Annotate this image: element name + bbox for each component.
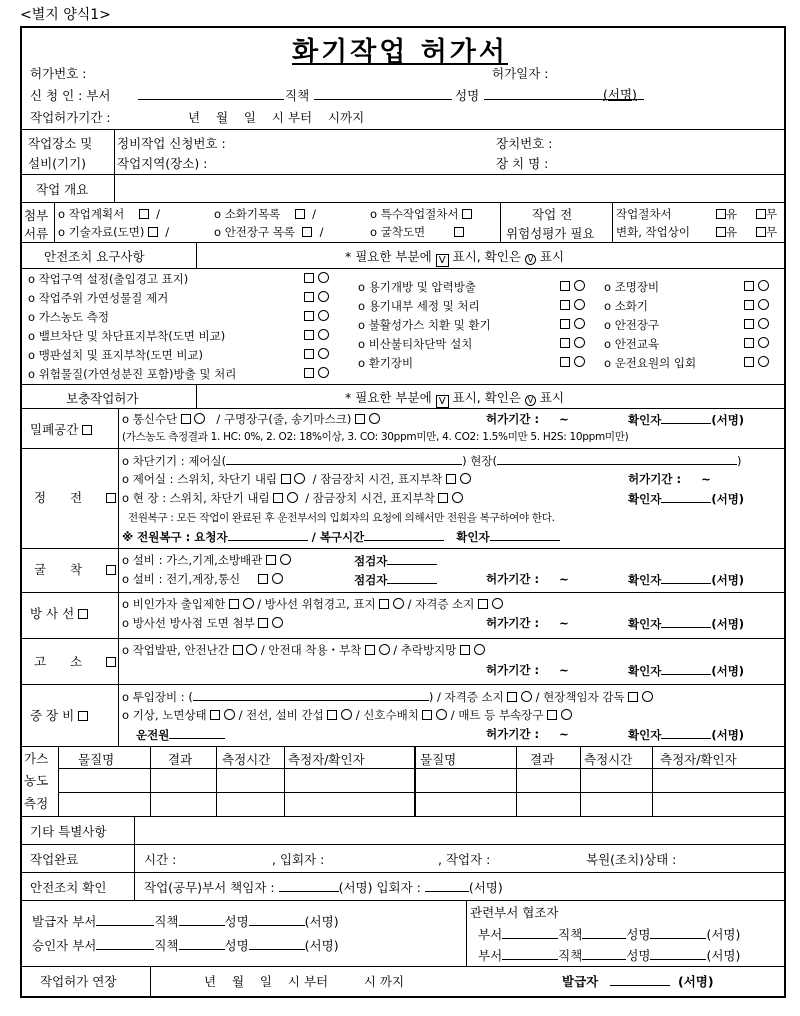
check-box[interactable] — [744, 357, 754, 367]
safety-item: o 안전교육 — [604, 337, 660, 351]
location-label-1: 작업장소 및 — [28, 136, 93, 151]
supp-note: * 필요한 부분에 V 표시, 확인은 V 표시 — [345, 390, 565, 407]
check-box[interactable] — [266, 555, 276, 565]
confirm-circle[interactable] — [474, 644, 485, 655]
radiation-period: 허가기간 : ~ — [486, 616, 569, 630]
confirm-circle[interactable] — [369, 413, 380, 424]
confirm-circle[interactable] — [246, 644, 257, 655]
dig-label: 굴 착 — [34, 560, 116, 578]
confirm-circle[interactable] — [280, 554, 291, 565]
power-line1: o 차단기기 : 제어실( ) 현장( ) — [122, 454, 742, 468]
proc-yes-checkbox[interactable] — [716, 209, 726, 219]
check-box[interactable] — [560, 357, 570, 367]
coop-row-1: 부서 직책 성명 (서명) — [478, 927, 741, 942]
check-box[interactable] — [210, 710, 220, 720]
gas-col-header: 결과 — [168, 752, 193, 767]
confirm-circle[interactable] — [492, 598, 503, 609]
check-box[interactable] — [547, 710, 557, 720]
applicant-sign: (서명) — [603, 87, 637, 102]
applicant-dept-field[interactable] — [138, 87, 284, 100]
power-line3: o 현 장 : 스위치, 차단기 내림 / 잠금장치 시건, 표지부착 — [122, 490, 463, 506]
safety-item: o 용기내부 세정 및 처리 — [358, 299, 480, 313]
safety-check-group — [304, 347, 329, 361]
check-box[interactable] — [744, 281, 754, 291]
check-box[interactable] — [560, 338, 570, 348]
confirm-circle[interactable] — [341, 709, 352, 720]
complete-restore: 복원(조치)상태 : — [586, 852, 677, 867]
proc-yes: 유 — [716, 206, 737, 222]
proc-label-1: 작업절차서 — [616, 207, 672, 221]
dig-line1: o 설비 : 가스,기계,소방배관 — [122, 552, 291, 568]
check-box[interactable] — [478, 599, 488, 609]
maint-request-label: 정비작업 신청번호 : — [117, 136, 226, 151]
confirm-circle[interactable] — [574, 337, 585, 348]
dig-line2: o 설비 : 전기,계장,통신 — [122, 571, 283, 587]
confirm-circle[interactable] — [243, 598, 254, 609]
approver-row: 승인자 부서 직책 성명 (서명) — [32, 938, 339, 953]
heavy-operator: 운전원 — [136, 726, 225, 743]
applicant-label: 신 청 인 : 부서 — [30, 88, 111, 103]
confirm-circle[interactable] — [758, 318, 769, 329]
attach-label-1: 첨부 — [24, 208, 49, 223]
complete-worker: , 작업자 : — [438, 852, 491, 867]
check-box[interactable] — [507, 692, 517, 702]
confirm-circle[interactable] — [460, 473, 471, 484]
attach-item: o 소화기목록 / — [214, 207, 317, 221]
confirm-circle[interactable] — [318, 367, 329, 378]
confirm-circle[interactable] — [318, 291, 329, 302]
attach-item: o 안전장구 목록 / — [214, 225, 324, 239]
check-box[interactable] — [233, 645, 243, 655]
check-box[interactable] — [281, 474, 291, 484]
confined-gas-criteria: (가스농도 측정결과 1. HC: 0%, 2. O2: 18%이상, 3. CO: 30ppm미만, 4. CO2: 1.5%미만 5. H2S: 10ppm미만) — [122, 431, 629, 443]
safety-check-group — [304, 366, 329, 380]
safety-check-group — [304, 309, 329, 323]
gas-label-1: 가스 — [24, 751, 49, 766]
complete-time: 시간 : — [144, 852, 177, 867]
safety-item: o 위험물질(가연성분진 포함)방출 및 처리 — [28, 367, 237, 381]
equip-no-label: 장치번호 : — [496, 136, 553, 151]
confirm-circle[interactable] — [287, 492, 298, 503]
check-box[interactable] — [181, 414, 191, 424]
power-checkbox[interactable] — [106, 493, 116, 503]
radiation-confirm: 확인자 (서명) — [628, 617, 745, 631]
attach-checkbox[interactable] — [454, 227, 464, 237]
safety-check-group — [560, 279, 585, 293]
change-no: 무 — [756, 224, 777, 240]
proc-no: 무 — [756, 206, 777, 222]
confirm-circle[interactable] — [318, 310, 329, 321]
dig-period: 허가기간 : ~ — [486, 572, 569, 586]
confirm-circle[interactable] — [194, 413, 205, 424]
extension-period: 년 월 일 시 부터 시 까지 — [204, 974, 405, 989]
heavy-period: 허가기간 : ~ — [486, 727, 569, 741]
attach-item: o 작업계획서 / — [58, 207, 161, 221]
gas-col-header: 물질명 — [78, 752, 115, 767]
attach-label-2: 서류 — [24, 226, 49, 241]
attach-item: o 기술자료(도면) / — [58, 225, 170, 239]
safety-check-group — [744, 336, 769, 350]
height-label: 고 소 — [34, 652, 116, 670]
attach-item: o 특수작업절차서 — [370, 206, 472, 222]
confined-label: 밀폐공간 — [30, 420, 92, 438]
safety-item: o 작업주위 가연성물질 제거 — [28, 291, 169, 305]
confirm-circle[interactable] — [436, 709, 447, 720]
pre-risk-label-2: 위험성평가 필요 — [506, 226, 595, 241]
safety-item: o 비산불티차단막 설치 — [358, 337, 473, 351]
confined-confirm: 확인자 (서명) — [628, 413, 745, 427]
gas-label-2: 농도 — [24, 773, 49, 788]
applicant-position-label: 직책 — [285, 88, 310, 103]
proc-label-2: 변화, 작업상이 — [616, 225, 690, 239]
dig-inspector-1: 점검자 — [354, 552, 437, 569]
confirm-circle[interactable] — [758, 337, 769, 348]
check-box[interactable] — [304, 292, 314, 302]
change-yes-checkbox[interactable] — [716, 227, 726, 237]
confirm-circle[interactable] — [642, 691, 653, 702]
other-label: 기타 특별사항 — [30, 824, 107, 839]
safety-check-group — [304, 290, 329, 304]
equip-name-label: 장 치 명 : — [496, 156, 549, 171]
safety-check-group — [560, 317, 585, 331]
confirm-circle[interactable] — [272, 617, 283, 628]
height-checkbox[interactable] — [106, 657, 116, 667]
check-box[interactable] — [744, 300, 754, 310]
check-box[interactable] — [258, 574, 268, 584]
attach-checkbox[interactable] — [302, 227, 312, 237]
check-box[interactable] — [560, 281, 570, 291]
dig-checkbox[interactable] — [106, 565, 116, 575]
confirm-circle[interactable] — [318, 329, 329, 340]
safety-item: o 밸브차단 및 차단표지부착(도면 비교) — [28, 329, 226, 343]
check-box[interactable] — [304, 368, 314, 378]
radiation-label: 방 사 선 — [30, 604, 88, 622]
confirm-label: 안전조치 확인 — [30, 880, 107, 895]
change-yes: 유 — [716, 224, 737, 240]
check-box[interactable] — [422, 710, 432, 720]
check-box[interactable] — [446, 474, 456, 484]
extension-sign: (서명) — [678, 974, 714, 989]
check-box[interactable] — [379, 599, 389, 609]
confirm-circle[interactable] — [758, 280, 769, 291]
check-box[interactable] — [229, 599, 239, 609]
safety-check-group — [744, 355, 769, 369]
safety-item: o 환기장비 — [358, 356, 414, 370]
confined-checkbox[interactable] — [82, 425, 92, 435]
gas-col-header: 측정시간 — [222, 752, 271, 767]
attach-item: o 굴착도면 — [370, 224, 464, 240]
heavy-checkbox[interactable] — [78, 711, 88, 721]
safety-check-group — [560, 336, 585, 350]
confirm-circle[interactable] — [574, 299, 585, 310]
applicant-position-field[interactable] — [314, 87, 452, 100]
height-confirm: 확인자 (서명) — [628, 664, 745, 678]
confined-period: 허가기간 : ~ — [486, 412, 569, 426]
confirm-text: 작업(공무)부서 책임자 : (서명) 입회자 : (서명) — [144, 880, 503, 895]
confirm-circle[interactable] — [574, 280, 585, 291]
radiation-line1: o 비인가자 출입제한 / 방사선 위험경고, 표지 / 자격증 소지 — [122, 596, 503, 612]
check-box[interactable] — [628, 692, 638, 702]
check-box[interactable] — [744, 338, 754, 348]
extension-label: 작업허가 연장 — [40, 974, 117, 989]
attach-checkbox[interactable] — [139, 209, 149, 219]
heavy-line2: o 기상, 노면상태 / 전선, 설비 간섭 / 신호수배치 / 매트 등 부속장구 — [122, 707, 572, 723]
proc-no-checkbox[interactable] — [756, 209, 766, 219]
power-period: 허가기간 : ~ — [628, 472, 711, 486]
gas-col-header: 물질명 — [420, 752, 457, 767]
safety-note: * 필요한 부분에 V 표시, 확인은 V 표시 — [345, 249, 565, 266]
safety-item: o 조명장비 — [604, 280, 660, 294]
coop-row-2: 부서 직책 성명 (서명) — [478, 948, 741, 963]
confirm-circle[interactable] — [224, 709, 235, 720]
attach-checkbox[interactable] — [148, 227, 158, 237]
safety-check-group — [744, 279, 769, 293]
height-line1: o 작업발판, 안전난간 / 안전대 착용・부착 / 추락방지망 — [122, 642, 485, 658]
dig-inspector-2: 점검자 — [354, 571, 437, 588]
check-box[interactable] — [365, 645, 375, 655]
confirm-circle[interactable] — [294, 473, 305, 484]
check-box[interactable] — [304, 311, 314, 321]
safety-check-group — [744, 317, 769, 331]
safety-check-group — [560, 355, 585, 369]
check-box[interactable] — [560, 300, 570, 310]
attach-checkbox[interactable] — [295, 209, 305, 219]
check-box[interactable] — [744, 319, 754, 329]
safety-check-group — [560, 298, 585, 312]
coop-title: 관련부서 협조자 — [470, 905, 559, 920]
supp-header: 보충작업허가 — [66, 391, 139, 406]
overview-label: 작업 개요 — [36, 182, 89, 197]
power-confirm: 확인자 (서명) — [628, 492, 745, 506]
height-period: 허가기간 : ~ — [486, 663, 569, 677]
confirm-circle[interactable] — [452, 492, 463, 503]
safety-item: o 작업구역 설정(출입경고 표지) — [28, 272, 189, 286]
change-no-checkbox[interactable] — [756, 227, 766, 237]
confined-line1: o 통신수단 / 구명장구(줄, 송기마스크) — [122, 411, 380, 427]
gas-col-header: 측정시간 — [584, 752, 633, 767]
extension-issuer-field[interactable] — [610, 973, 670, 986]
confirm-circle[interactable] — [272, 573, 283, 584]
safety-item: o 맹판설치 및 표지부착(도면 비교) — [28, 348, 204, 362]
complete-witness: , 입회자 : — [272, 852, 325, 867]
check-box[interactable] — [258, 618, 268, 628]
power-restore-rule: 전원복구 : 모든 작업이 완료된 후 운전부서의 입회자의 요청에 의해서만 전원을 복구하여야 한다. — [128, 512, 555, 524]
check-box[interactable] — [304, 330, 314, 340]
check-box[interactable] — [560, 319, 570, 329]
safety-check-group — [304, 328, 329, 342]
dig-confirm: 확인자 (서명) — [628, 573, 745, 587]
gas-col-header: 측정자/확인자 — [660, 752, 737, 767]
confirm-circle[interactable] — [393, 598, 404, 609]
confirm-circle[interactable] — [574, 356, 585, 367]
safety-check-group — [744, 298, 769, 312]
radiation-line2: o 방사선 방사점 도면 첨부 — [122, 615, 283, 631]
confirm-circle[interactable] — [758, 299, 769, 310]
complete-label: 작업완료 — [30, 852, 79, 867]
safety-check-group — [304, 271, 329, 285]
safety-item: o 소화기 — [604, 299, 649, 313]
heavy-line1: o 투입장비 : ( ) / 자격증 소지 / 현장책임자 감독 — [122, 688, 653, 705]
safety-item: o 용기개방 및 압력방출 — [358, 280, 476, 294]
form-label: <별지 양식1> — [20, 7, 111, 23]
check-box[interactable] — [273, 493, 283, 503]
permit-number-label: 허가번호 : — [30, 66, 87, 81]
permit-period-value: 년 월 일 시 부터 시까지 — [188, 110, 365, 125]
gas-col-header: 결과 — [530, 752, 555, 767]
check-box[interactable] — [327, 710, 337, 720]
work-area-label: 작업지역(장소) : — [117, 156, 208, 171]
heavy-confirm: 확인자 (서명) — [628, 728, 745, 742]
page-title: 화기작업 허가서 — [292, 37, 508, 68]
power-label: 정 전 — [34, 488, 116, 506]
safety-item: o 안전장구 — [604, 318, 660, 332]
power-line2: o 제어실 : 스위치, 차단기 내림 / 잠금장치 시건, 표지부착 — [122, 471, 471, 487]
check-box[interactable] — [304, 273, 314, 283]
attach-checkbox[interactable] — [462, 209, 472, 219]
applicant-name-label: 성명 — [455, 88, 480, 103]
confirm-circle[interactable] — [318, 348, 329, 359]
safety-item: o 운전요원의 입회 — [604, 356, 697, 370]
safety-header: 안전조치 요구사항 — [44, 249, 145, 264]
safety-item: o 가스농도 측정 — [28, 310, 110, 324]
power-restore: ※ 전원복구 : 요청자 / 복구시간 확인자 — [122, 528, 560, 545]
check-box[interactable] — [438, 493, 448, 503]
check-box[interactable] — [304, 349, 314, 359]
issuer-row: 발급자 부서 직책 성명 (서명) — [32, 914, 339, 929]
safety-item: o 불활성가스 치환 및 환기 — [358, 318, 491, 332]
permit-date-label: 허가일자 : — [492, 66, 549, 81]
heavy-label: 중 장 비 — [30, 706, 88, 724]
extension-issuer: 발급자 — [562, 974, 599, 989]
confirm-circle[interactable] — [574, 318, 585, 329]
confirm-circle[interactable] — [561, 709, 572, 720]
confirm-circle[interactable] — [758, 356, 769, 367]
gas-label-3: 측정 — [24, 796, 49, 811]
radiation-checkbox[interactable] — [78, 609, 88, 619]
permit-period-label: 작업허가기간 : — [30, 110, 111, 125]
check-box[interactable] — [460, 645, 470, 655]
confirm-circle[interactable] — [521, 691, 532, 702]
confirm-circle[interactable] — [379, 644, 390, 655]
location-label-2: 설비(기기) — [28, 156, 87, 171]
confirm-circle[interactable] — [318, 272, 329, 283]
check-box[interactable] — [355, 414, 365, 424]
gas-col-header: 측정자/확인자 — [288, 752, 365, 767]
pre-risk-label-1: 작업 전 — [532, 207, 573, 222]
